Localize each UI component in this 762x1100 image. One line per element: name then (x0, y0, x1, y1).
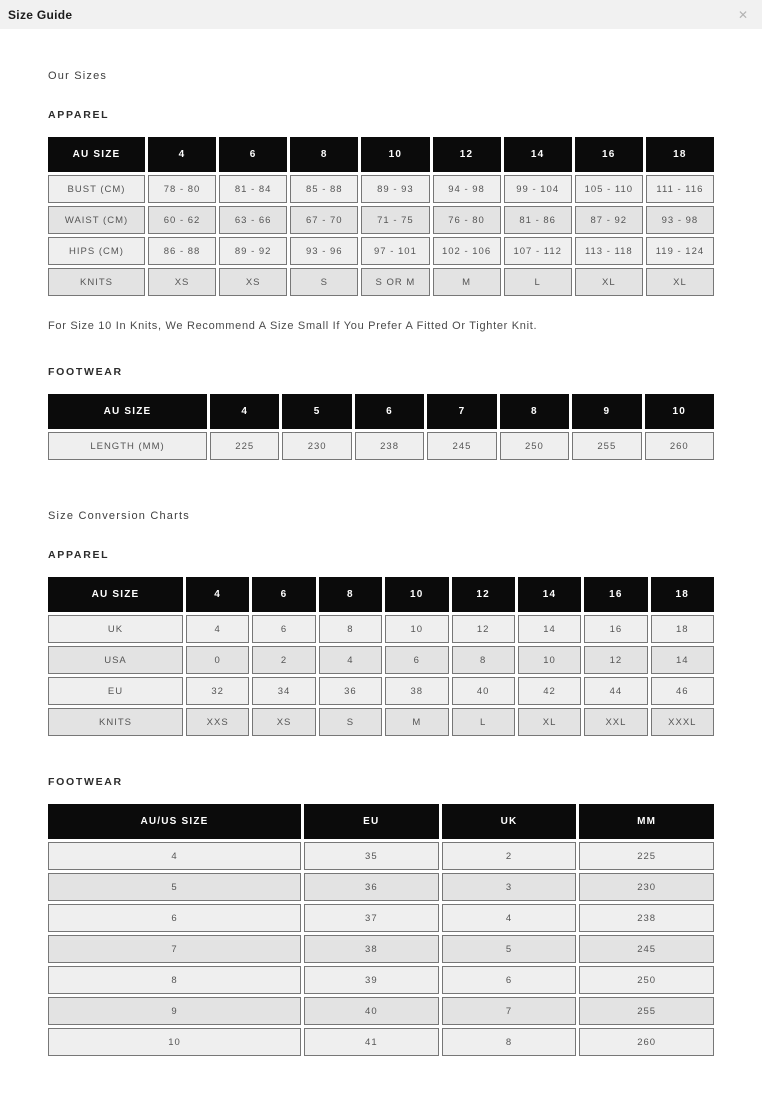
table-cell: 8 (319, 615, 382, 643)
column-header-cell: 9 (572, 394, 641, 429)
table-cell: 42 (518, 677, 581, 705)
table-cell: M (433, 268, 501, 296)
column-header-cell: 18 (651, 577, 714, 612)
table-cell: 113 - 118 (575, 237, 643, 265)
table-cell: 87 - 92 (575, 206, 643, 234)
our-sizes-footwear-table (45, 391, 717, 463)
conversion-apparel-label: APPAREL (48, 549, 110, 561)
column-header-cell: EU (304, 804, 439, 839)
table-cell: 250 (500, 432, 569, 460)
our-sizes-apparel-label: APPAREL (48, 109, 110, 121)
table-cell: 81 - 84 (219, 175, 287, 203)
table-cell: S (319, 708, 382, 736)
table-cell: EU (48, 677, 183, 705)
table-cell: 9 (48, 997, 301, 1025)
column-header-cell: UK (442, 804, 577, 839)
column-header-cell: 8 (500, 394, 569, 429)
table-cell: XS (252, 708, 315, 736)
column-header-cell: 10 (385, 577, 448, 612)
table-header-row (48, 394, 714, 429)
table-cell: XXS (186, 708, 249, 736)
knits-size-note: For Size 10 In Knits, We Recommend A Size Small If You Prefer A Fitted Or Tighter Knit. (48, 320, 538, 332)
table-row (48, 708, 714, 736)
table-cell: HIPS (CM) (48, 237, 145, 265)
column-header-cell: 6 (355, 394, 424, 429)
conversion-footwear-label: FOOTWEAR (48, 776, 123, 788)
table-cell: 89 - 92 (219, 237, 287, 265)
table-row (48, 615, 714, 643)
column-header-cell: 4 (186, 577, 249, 612)
table-header-row (48, 577, 714, 612)
table-row (48, 966, 714, 994)
column-header-cell: 14 (518, 577, 581, 612)
column-header-cell: 4 (148, 137, 216, 172)
table-cell: 260 (579, 1028, 714, 1056)
table-cell: 12 (452, 615, 515, 643)
table-cell: 245 (579, 935, 714, 963)
table-cell: 81 - 86 (504, 206, 572, 234)
table-cell: 36 (304, 873, 439, 901)
table-cell: UK (48, 615, 183, 643)
table-cell: XXXL (651, 708, 714, 736)
table-cell: 14 (651, 646, 714, 674)
table-cell: 238 (579, 904, 714, 932)
column-header-cell: 12 (452, 577, 515, 612)
table-row (48, 873, 714, 901)
our-sizes-apparel-table (45, 134, 717, 299)
table-cell: 250 (579, 966, 714, 994)
table-cell: XL (646, 268, 714, 296)
table-cell: 105 - 110 (575, 175, 643, 203)
table-cell: 102 - 106 (433, 237, 501, 265)
table-cell: 2 (252, 646, 315, 674)
table-row (48, 432, 714, 460)
table-cell: 6 (48, 904, 301, 932)
table-header-row (48, 137, 714, 172)
table-cell: 86 - 88 (148, 237, 216, 265)
table-cell: 71 - 75 (361, 206, 429, 234)
table-cell: S (290, 268, 358, 296)
table-cell: 6 (442, 966, 577, 994)
table-cell: 40 (452, 677, 515, 705)
column-header-cell: 16 (584, 577, 647, 612)
column-header-cell: 6 (252, 577, 315, 612)
table-cell: 12 (584, 646, 647, 674)
table-row (48, 904, 714, 932)
table-cell: 238 (355, 432, 424, 460)
our-sizes-heading: Our Sizes (48, 70, 108, 82)
table-cell: 10 (48, 1028, 301, 1056)
table-row (48, 237, 714, 265)
table-cell: 225 (579, 842, 714, 870)
table-cell: 60 - 62 (148, 206, 216, 234)
table-cell: 2 (442, 842, 577, 870)
column-header-cell: AU SIZE (48, 137, 145, 172)
table-cell: 78 - 80 (148, 175, 216, 203)
table-cell: 4 (442, 904, 577, 932)
table-cell: 8 (452, 646, 515, 674)
table-cell: 111 - 116 (646, 175, 714, 203)
column-header-cell: 14 (504, 137, 572, 172)
column-header-cell: 6 (219, 137, 287, 172)
table-cell: KNITS (48, 268, 145, 296)
column-header-cell: 16 (575, 137, 643, 172)
table-cell: 32 (186, 677, 249, 705)
column-header-cell: 8 (290, 137, 358, 172)
table-cell: 76 - 80 (433, 206, 501, 234)
column-header-cell: AU/US SIZE (48, 804, 301, 839)
table-cell: LENGTH (MM) (48, 432, 207, 460)
table-cell: M (385, 708, 448, 736)
table-cell: 38 (304, 935, 439, 963)
table-row (48, 997, 714, 1025)
table-cell: 255 (579, 997, 714, 1025)
close-icon[interactable]: ✕ (737, 7, 748, 22)
table-cell: S OR M (361, 268, 429, 296)
table-cell: 99 - 104 (504, 175, 572, 203)
column-header-cell: AU SIZE (48, 577, 183, 612)
table-cell: 44 (584, 677, 647, 705)
table-cell: 46 (651, 677, 714, 705)
table-cell: 10 (385, 615, 448, 643)
table-cell: 89 - 93 (361, 175, 429, 203)
table-cell: 4 (186, 615, 249, 643)
column-header-cell: AU SIZE (48, 394, 207, 429)
table-cell: KNITS (48, 708, 183, 736)
table-cell: 94 - 98 (433, 175, 501, 203)
table-cell: 10 (518, 646, 581, 674)
table-row (48, 268, 714, 296)
conversion-charts-heading: Size Conversion Charts (48, 510, 190, 522)
table-cell: WAIST (CM) (48, 206, 145, 234)
table-cell: 40 (304, 997, 439, 1025)
table-cell: 16 (584, 615, 647, 643)
table-cell: 6 (252, 615, 315, 643)
column-header-cell: 10 (645, 394, 714, 429)
table-cell: 119 - 124 (646, 237, 714, 265)
table-cell: 230 (282, 432, 351, 460)
table-cell: 85 - 88 (290, 175, 358, 203)
column-header-cell: 7 (427, 394, 496, 429)
column-header-cell: 18 (646, 137, 714, 172)
table-cell: XS (219, 268, 287, 296)
table-cell: 37 (304, 904, 439, 932)
size-guide-content (0, 70, 762, 1059)
conversion-apparel-table (45, 574, 717, 739)
conversion-footwear-table (45, 801, 717, 1059)
column-header-cell: 5 (282, 394, 351, 429)
table-cell: L (452, 708, 515, 736)
our-sizes-footwear-label: FOOTWEAR (48, 366, 123, 378)
table-cell: 34 (252, 677, 315, 705)
table-cell: 14 (518, 615, 581, 643)
table-cell: 5 (48, 873, 301, 901)
column-header-cell: MM (579, 804, 714, 839)
table-cell: 8 (442, 1028, 577, 1056)
table-cell: 260 (645, 432, 714, 460)
table-header-row (48, 804, 714, 839)
table-row (48, 842, 714, 870)
table-cell: 39 (304, 966, 439, 994)
table-cell: 0 (186, 646, 249, 674)
table-cell: 107 - 112 (504, 237, 572, 265)
table-cell: 225 (210, 432, 279, 460)
column-header-cell: 12 (433, 137, 501, 172)
modal-title: Size Guide (8, 7, 73, 22)
table-cell: USA (48, 646, 183, 674)
table-row (48, 935, 714, 963)
table-cell: XS (148, 268, 216, 296)
table-cell: BUST (CM) (48, 175, 145, 203)
table-cell: 36 (319, 677, 382, 705)
table-cell: 245 (427, 432, 496, 460)
table-row (48, 677, 714, 705)
table-cell: XL (518, 708, 581, 736)
table-cell: 7 (442, 997, 577, 1025)
table-cell: 93 - 98 (646, 206, 714, 234)
table-cell: 255 (572, 432, 641, 460)
table-cell: XXL (584, 708, 647, 736)
table-row (48, 1028, 714, 1056)
table-cell: 4 (48, 842, 301, 870)
table-cell: 6 (385, 646, 448, 674)
table-cell: 41 (304, 1028, 439, 1056)
table-cell: 230 (579, 873, 714, 901)
column-header-cell: 8 (319, 577, 382, 612)
column-header-cell: 10 (361, 137, 429, 172)
table-cell: 5 (442, 935, 577, 963)
table-cell: 18 (651, 615, 714, 643)
table-cell: 8 (48, 966, 301, 994)
table-cell: 3 (442, 873, 577, 901)
table-row (48, 175, 714, 203)
table-cell: 4 (319, 646, 382, 674)
modal-header (0, 0, 762, 29)
table-cell: L (504, 268, 572, 296)
table-cell: 35 (304, 842, 439, 870)
table-row (48, 646, 714, 674)
table-row (48, 206, 714, 234)
table-cell: XL (575, 268, 643, 296)
column-header-cell: 4 (210, 394, 279, 429)
table-cell: 93 - 96 (290, 237, 358, 265)
table-cell: 7 (48, 935, 301, 963)
table-cell: 38 (385, 677, 448, 705)
table-cell: 63 - 66 (219, 206, 287, 234)
table-cell: 67 - 70 (290, 206, 358, 234)
table-cell: 97 - 101 (361, 237, 429, 265)
